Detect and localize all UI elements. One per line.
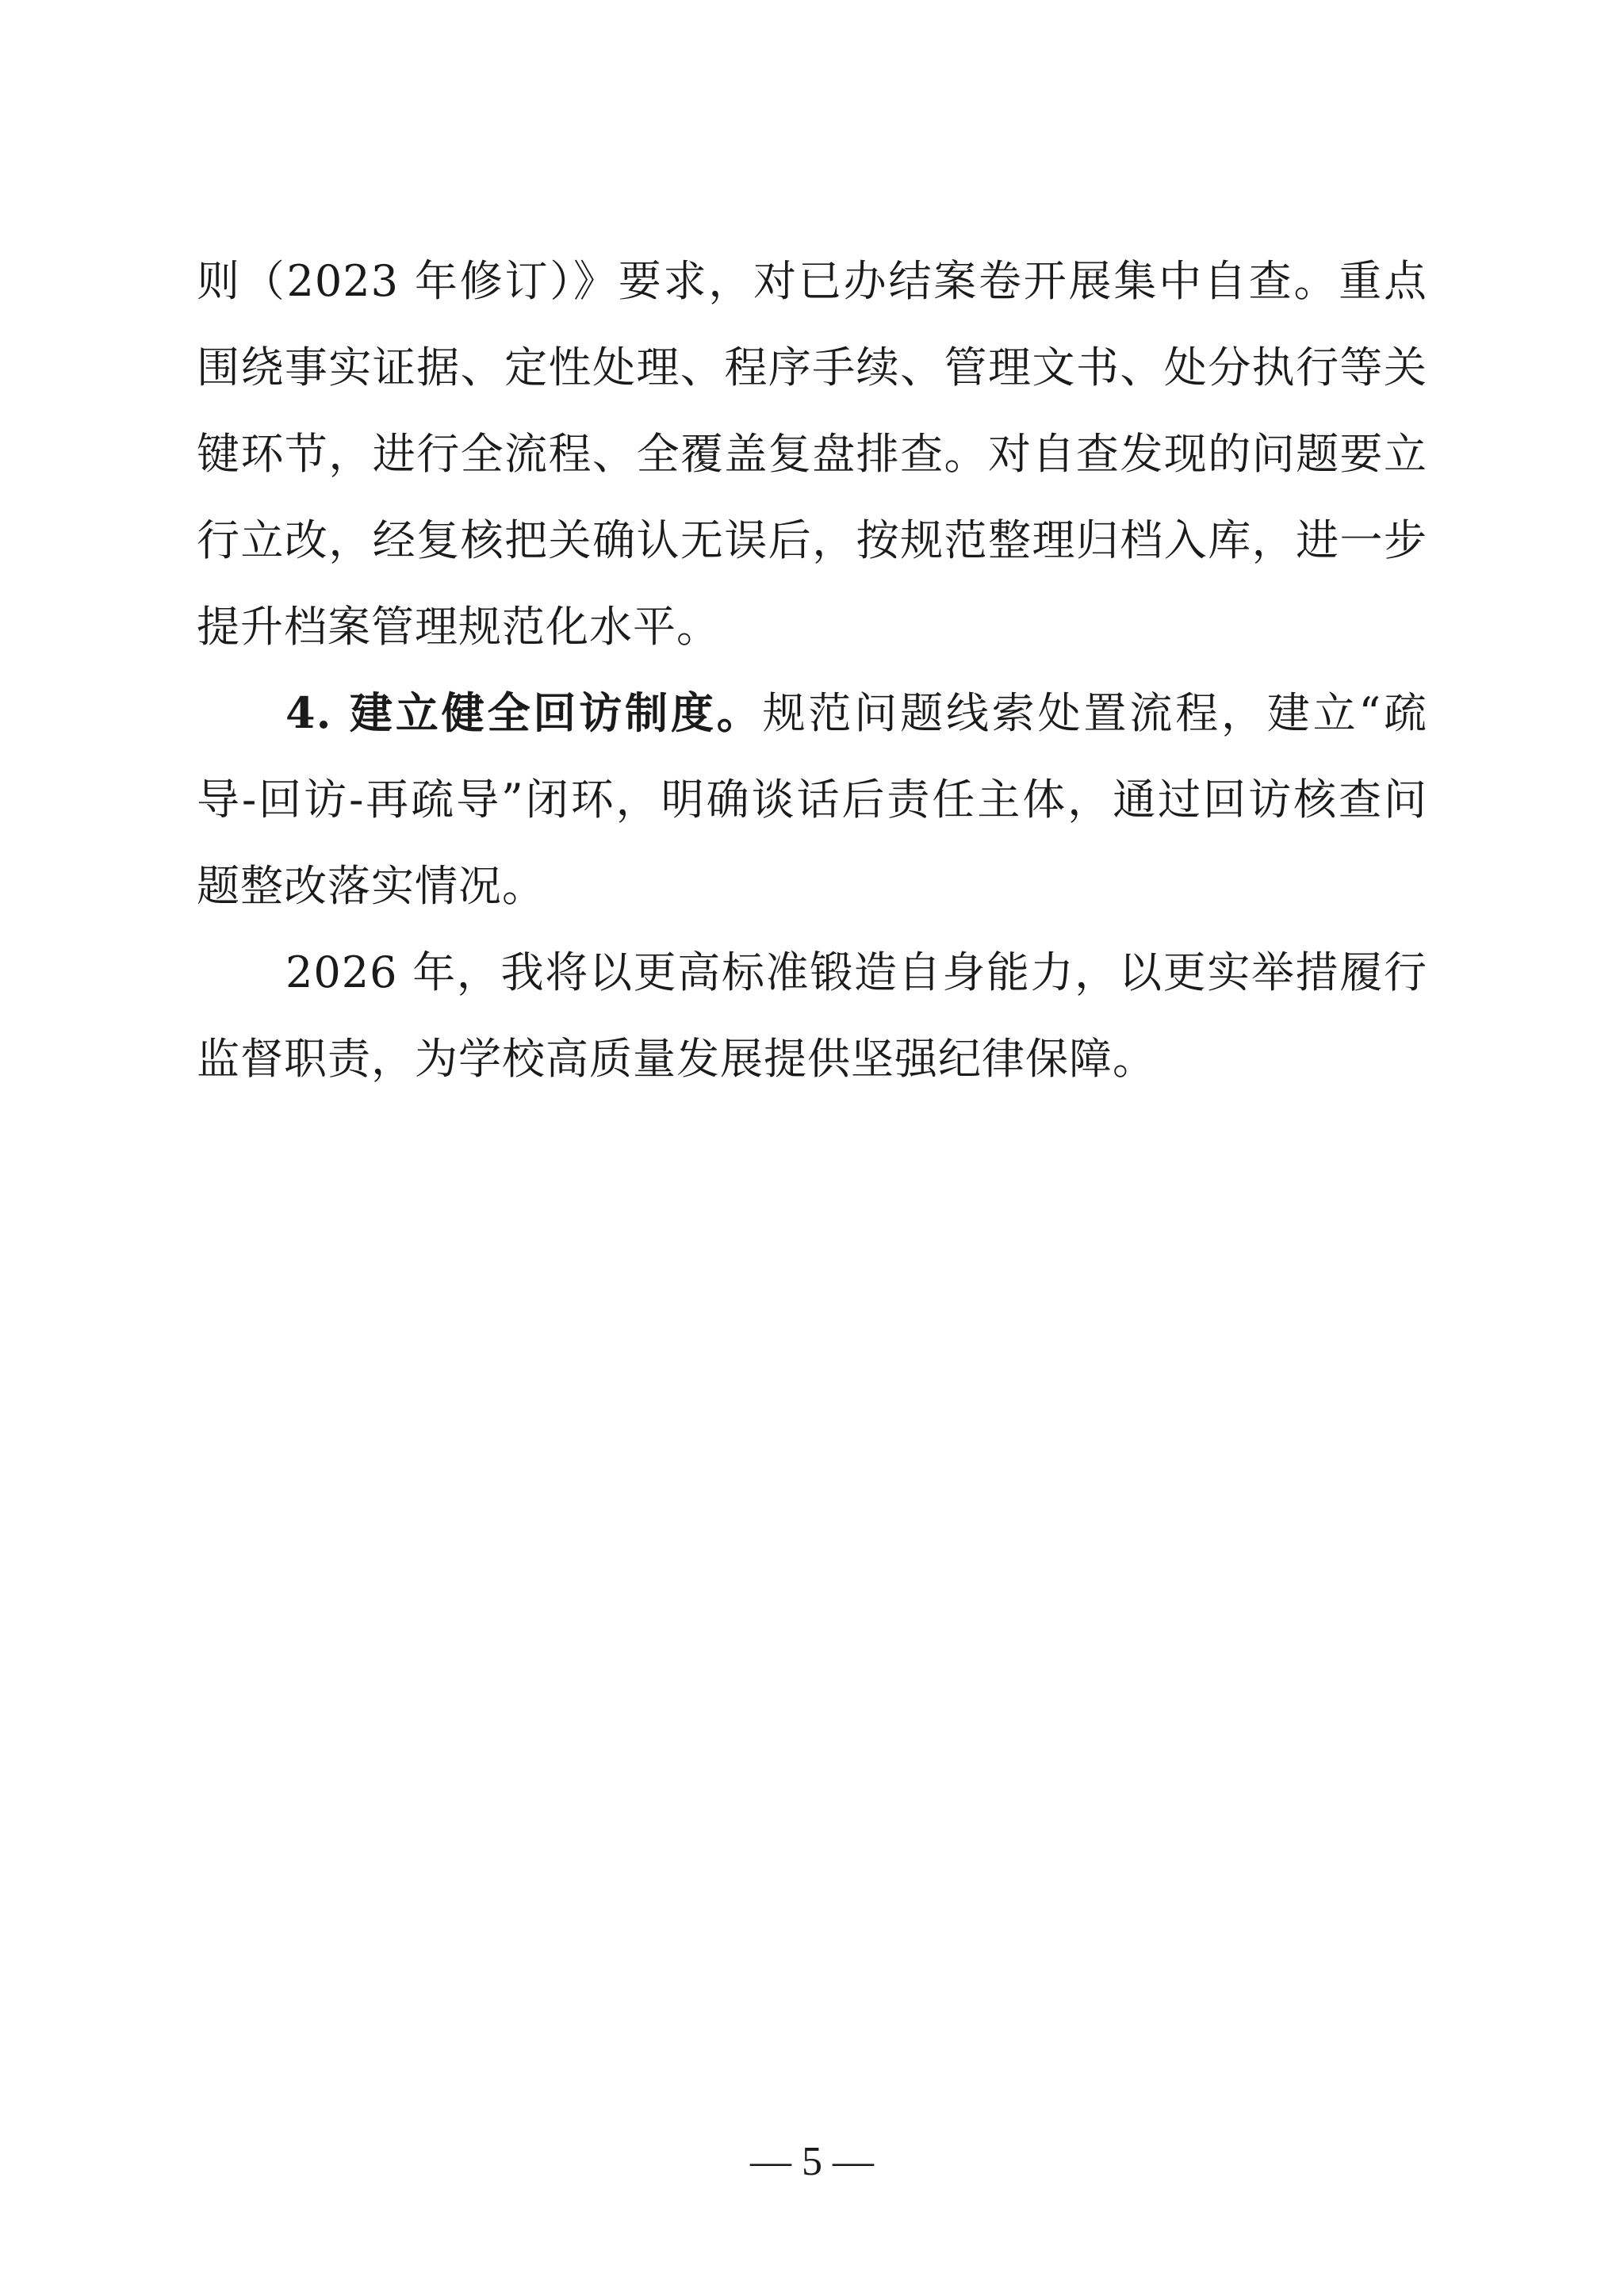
paragraph-closing: 2026 年，我将以更高标准锻造自身能力，以更实举措履行监督职责，为学校高质量发展提供坚强纪律保障。: [197, 947, 1427, 1084]
paragraph-text: 规范问题线索处置流程，建立“疏导-回访-再疏导”闭环，明确谈话后责任主体，通过回访核查问题整改落实情况。: [197, 688, 1427, 911]
paragraph-revisit-system: [197, 670, 1427, 929]
document-body: [197, 238, 1427, 1102]
page-number: — 5 —: [750, 2139, 874, 2184]
paragraph-heading: 4. 建立健全回访制度。: [285, 687, 763, 738]
paragraph-continuation: 则（2023 年修订）》要求，对已办结案卷开展集中自查。重点围绕事实证据、定性处理、程序手续、管理文书、处分执行等关键环节，进行全流程、全覆盖复盘排查。对自查发现的问题要立行立改，经复核把关确认无误后，按规范整理归档入库，进一步提升档案管理规范化水平。: [197, 256, 1427, 652]
